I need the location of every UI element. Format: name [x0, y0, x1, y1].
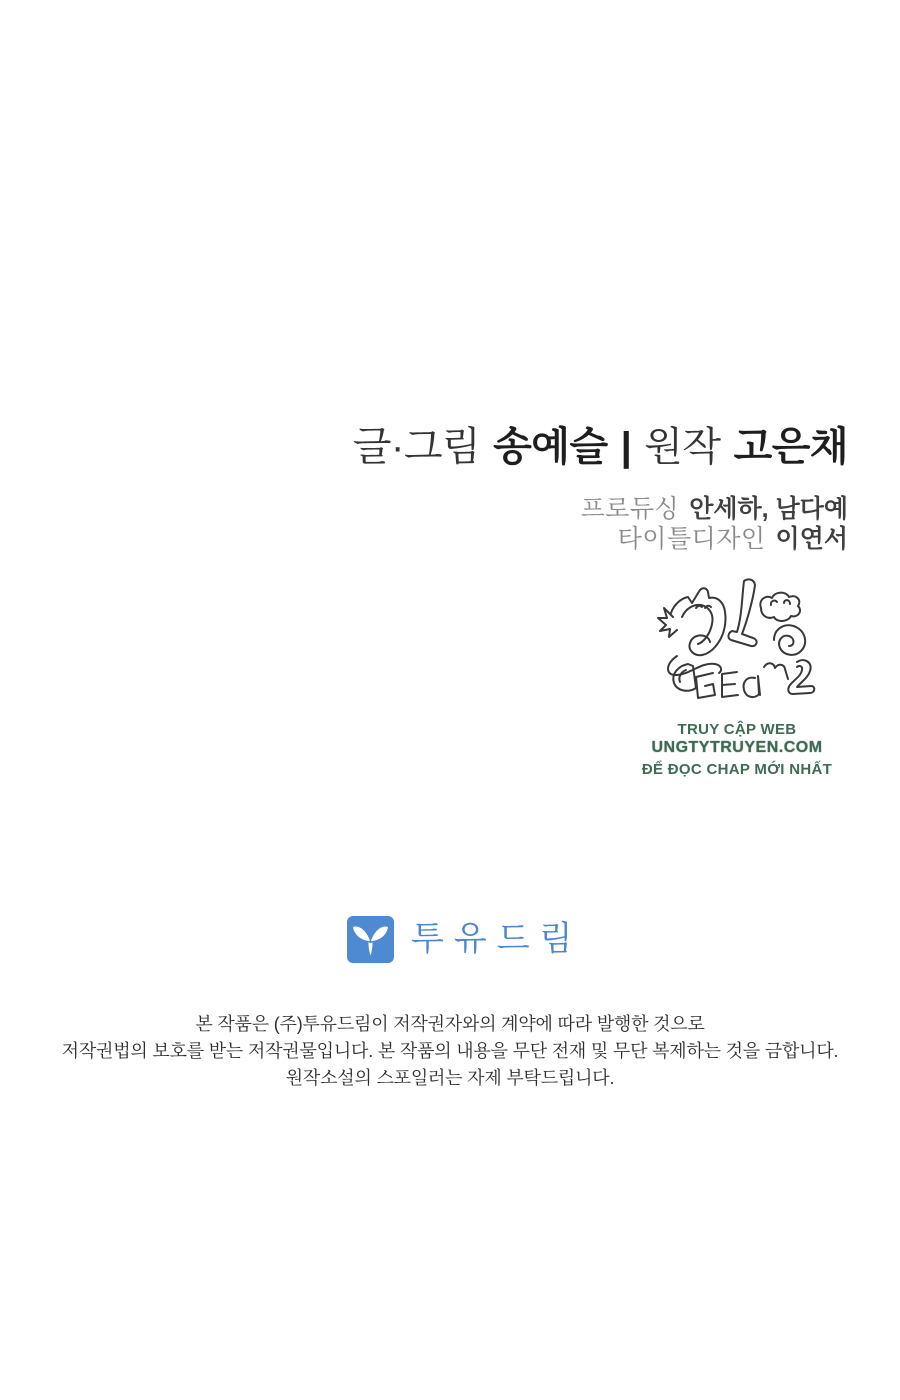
producing-credit-line — [353, 494, 848, 524]
credits-block — [353, 424, 848, 554]
sub-credit-lines — [353, 494, 848, 554]
artist-doodle-icon — [652, 577, 822, 722]
copyright-block — [0, 1011, 900, 1092]
copyright-line: 저작권법의 보호를 받는 저작권물입니다. 본 작품의 내용을 무단 전재 및 무단 복제하는 것을 금합니다. — [61, 1041, 839, 1061]
watermark-block — [612, 721, 862, 779]
writer-artist-label: 글·그림 — [352, 425, 481, 469]
producing-names: 안세하, 남다예 — [689, 495, 848, 523]
watermark-line2: ĐỂ ĐỌC CHAP MỚI NHẤT — [641, 761, 833, 778]
producing-label: 프로듀싱 — [580, 495, 680, 523]
title-design-name: 이연서 — [775, 525, 848, 553]
original-author-name: 고은채 — [733, 425, 848, 469]
watermark-site: UNGTYTRUYEN.COM — [651, 739, 823, 756]
copyright-line: 본 작품은 (주)투유드림이 저작권자와의 계약에 따라 발행한 것으로 — [195, 1014, 705, 1034]
original-label: 원작 — [644, 425, 721, 469]
title-design-credit-line — [353, 524, 848, 554]
main-credit-line — [353, 424, 848, 470]
watermark-prefix: TRUY CẬP WEB — [677, 721, 797, 738]
publisher-name: 투유드림 — [411, 920, 583, 958]
credit-divider: | — [620, 425, 632, 469]
writer-artist-name: 송예슬 — [493, 425, 608, 469]
publisher-logo — [347, 916, 582, 963]
copyright-line: 원작소설의 스포일러는 자제 부탁드립니다. — [285, 1068, 615, 1088]
sprout-icon — [347, 916, 394, 963]
watermark-line1 — [612, 721, 862, 757]
title-design-label: 타이틀디자인 — [617, 525, 766, 553]
